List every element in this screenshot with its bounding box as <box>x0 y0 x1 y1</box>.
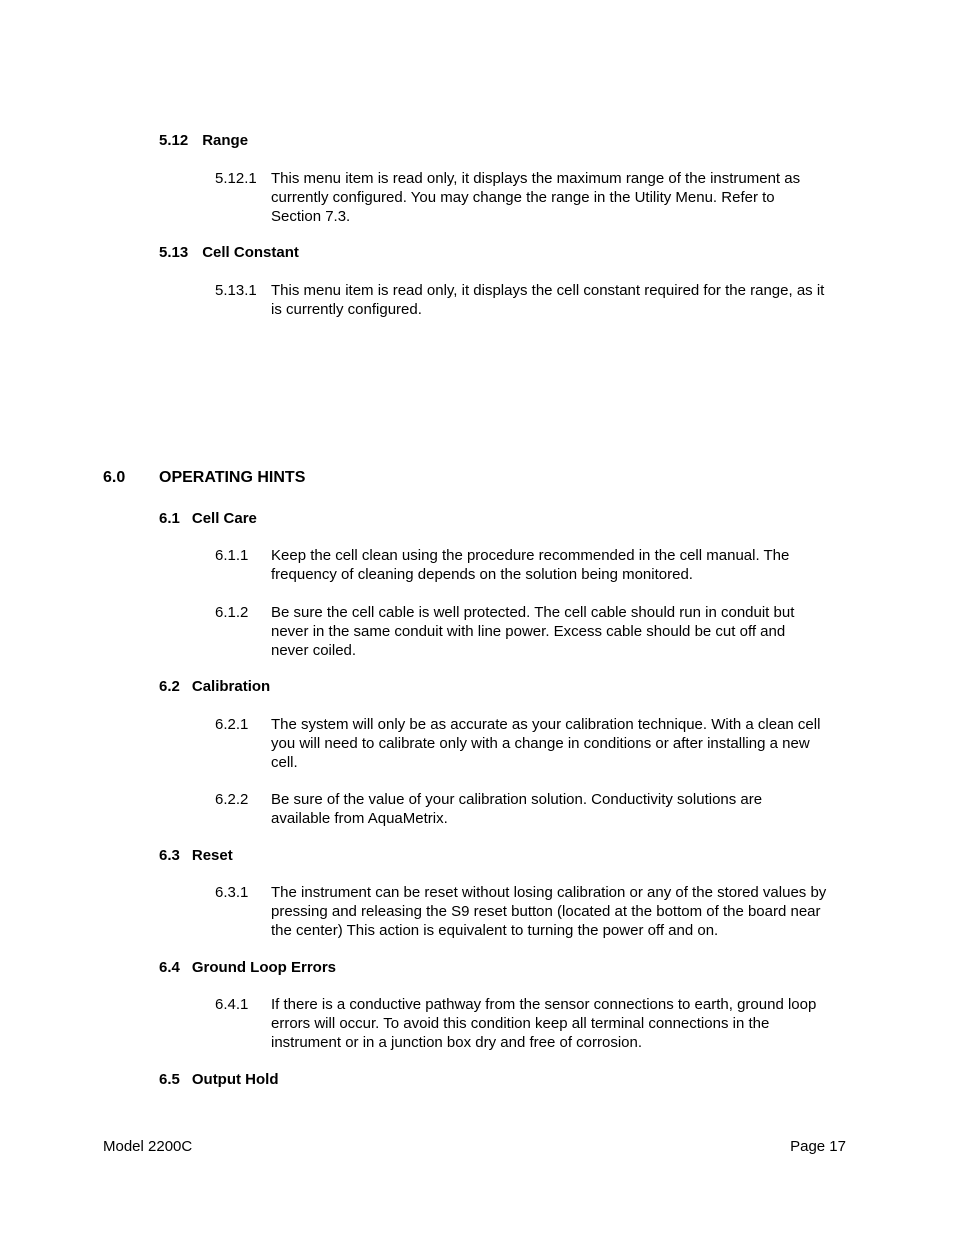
section-title: Cell Care <box>191 510 257 527</box>
paragraph-line: cell. <box>271 754 298 771</box>
paragraph-line: you will need to calibrate only with a change in conditions or after installing a new <box>271 735 810 752</box>
paragraph-number-5-12-1: 5.12.1 <box>215 170 257 187</box>
paragraph-6-3-1 <box>271 883 846 940</box>
paragraph-line: Keep the cell clean using the procedure recommended in the cell manual. The <box>271 547 790 564</box>
paragraph-number-6-3-1: 6.3.1 <box>215 884 249 901</box>
section-heading-5-13 <box>159 243 299 262</box>
section-heading-6-4 <box>159 958 336 977</box>
paragraph-line: frequency of cleaning depends on the solution being monitored. <box>271 566 693 583</box>
footer-page-number: Page 17 <box>790 1138 846 1155</box>
section-number: 6.4 <box>159 959 180 976</box>
paragraph-line: pressing and releasing the S9 reset button (located at the bottom of the board near <box>271 903 821 920</box>
paragraph-line: If there is a conductive pathway from the sensor connections to earth, ground loop <box>271 996 817 1013</box>
paragraph-6-2-2 <box>271 790 846 828</box>
chapter-number-6-0: 6.0 <box>103 469 126 486</box>
paragraph-line: Be sure the cell cable is well protected. The cell cable should run in conduit but <box>271 604 795 621</box>
paragraph-line: errors will occur. To avoid this condition keep all terminal connections in the <box>271 1015 770 1032</box>
paragraph-line: This menu item is read only, it displays the maximum range of the instrument as <box>271 170 801 187</box>
paragraph-number-6-1-2: 6.1.2 <box>215 604 249 621</box>
paragraph-6-2-1 <box>271 715 846 772</box>
paragraph-line: The instrument can be reset without losing calibration or any of the stored values by <box>271 884 827 901</box>
section-heading-6-5 <box>159 1070 279 1089</box>
paragraph-line: Section 7.3. <box>271 208 351 225</box>
paragraph-line: never coiled. <box>271 642 357 659</box>
section-title: Calibration <box>191 678 271 695</box>
paragraph-5-12-1 <box>271 169 846 226</box>
paragraph-line: currently configured. You may change the range in the Utility Menu. Refer to <box>271 189 775 206</box>
section-title: Ground Loop Errors <box>191 959 337 976</box>
section-heading-6-3 <box>159 846 233 865</box>
paragraph-line: available from AquaMetrix. <box>271 810 448 827</box>
paragraph-line: is currently configured. <box>271 301 422 318</box>
section-number: 5.13 <box>159 244 189 261</box>
section-title: Range <box>202 132 249 149</box>
paragraph-number-6-1-1: 6.1.1 <box>215 547 249 564</box>
paragraph-6-1-1 <box>271 546 846 584</box>
paragraph-line: never in the same conduit with line power. Excess cable should be cut off and <box>271 623 786 640</box>
paragraph-line: This menu item is read only, it displays the cell constant required for the range, as it <box>271 282 825 299</box>
paragraph-6-1-2 <box>271 603 846 660</box>
section-number: 5.12 <box>159 132 189 149</box>
section-number: 6.1 <box>159 510 180 527</box>
paragraph-number-6-2-1: 6.2.1 <box>215 716 249 733</box>
section-title: Output Hold <box>191 1071 279 1088</box>
section-heading-5-12 <box>159 131 248 150</box>
paragraph-line: instrument or in a junction box dry and free of corrosion. <box>271 1034 643 1051</box>
section-heading-6-2 <box>159 677 270 696</box>
paragraph-number-6-4-1: 6.4.1 <box>215 996 249 1013</box>
paragraph-line: Be sure of the value of your calibration solution. Conductivity solutions are <box>271 791 763 808</box>
section-number: 6.3 <box>159 847 180 864</box>
section-heading-6-1 <box>159 509 257 528</box>
footer-model: Model 2200C <box>103 1138 193 1155</box>
paragraph-5-13-1 <box>271 281 846 319</box>
section-number: 6.5 <box>159 1071 180 1088</box>
paragraph-6-4-1 <box>271 995 846 1052</box>
paragraph-number-5-13-1: 5.13.1 <box>215 282 257 299</box>
paragraph-number-6-2-2: 6.2.2 <box>215 791 249 808</box>
section-title: Cell Constant <box>202 244 299 261</box>
paragraph-line: The system will only be as accurate as your calibration technique. With a clean cell <box>271 716 821 733</box>
section-title: Reset <box>191 847 233 864</box>
paragraph-line: the center) This action is equivalent to turning the power off and on. <box>271 922 719 939</box>
section-number: 6.2 <box>159 678 180 695</box>
chapter-title-6-0: OPERATING HINTS <box>159 469 306 486</box>
